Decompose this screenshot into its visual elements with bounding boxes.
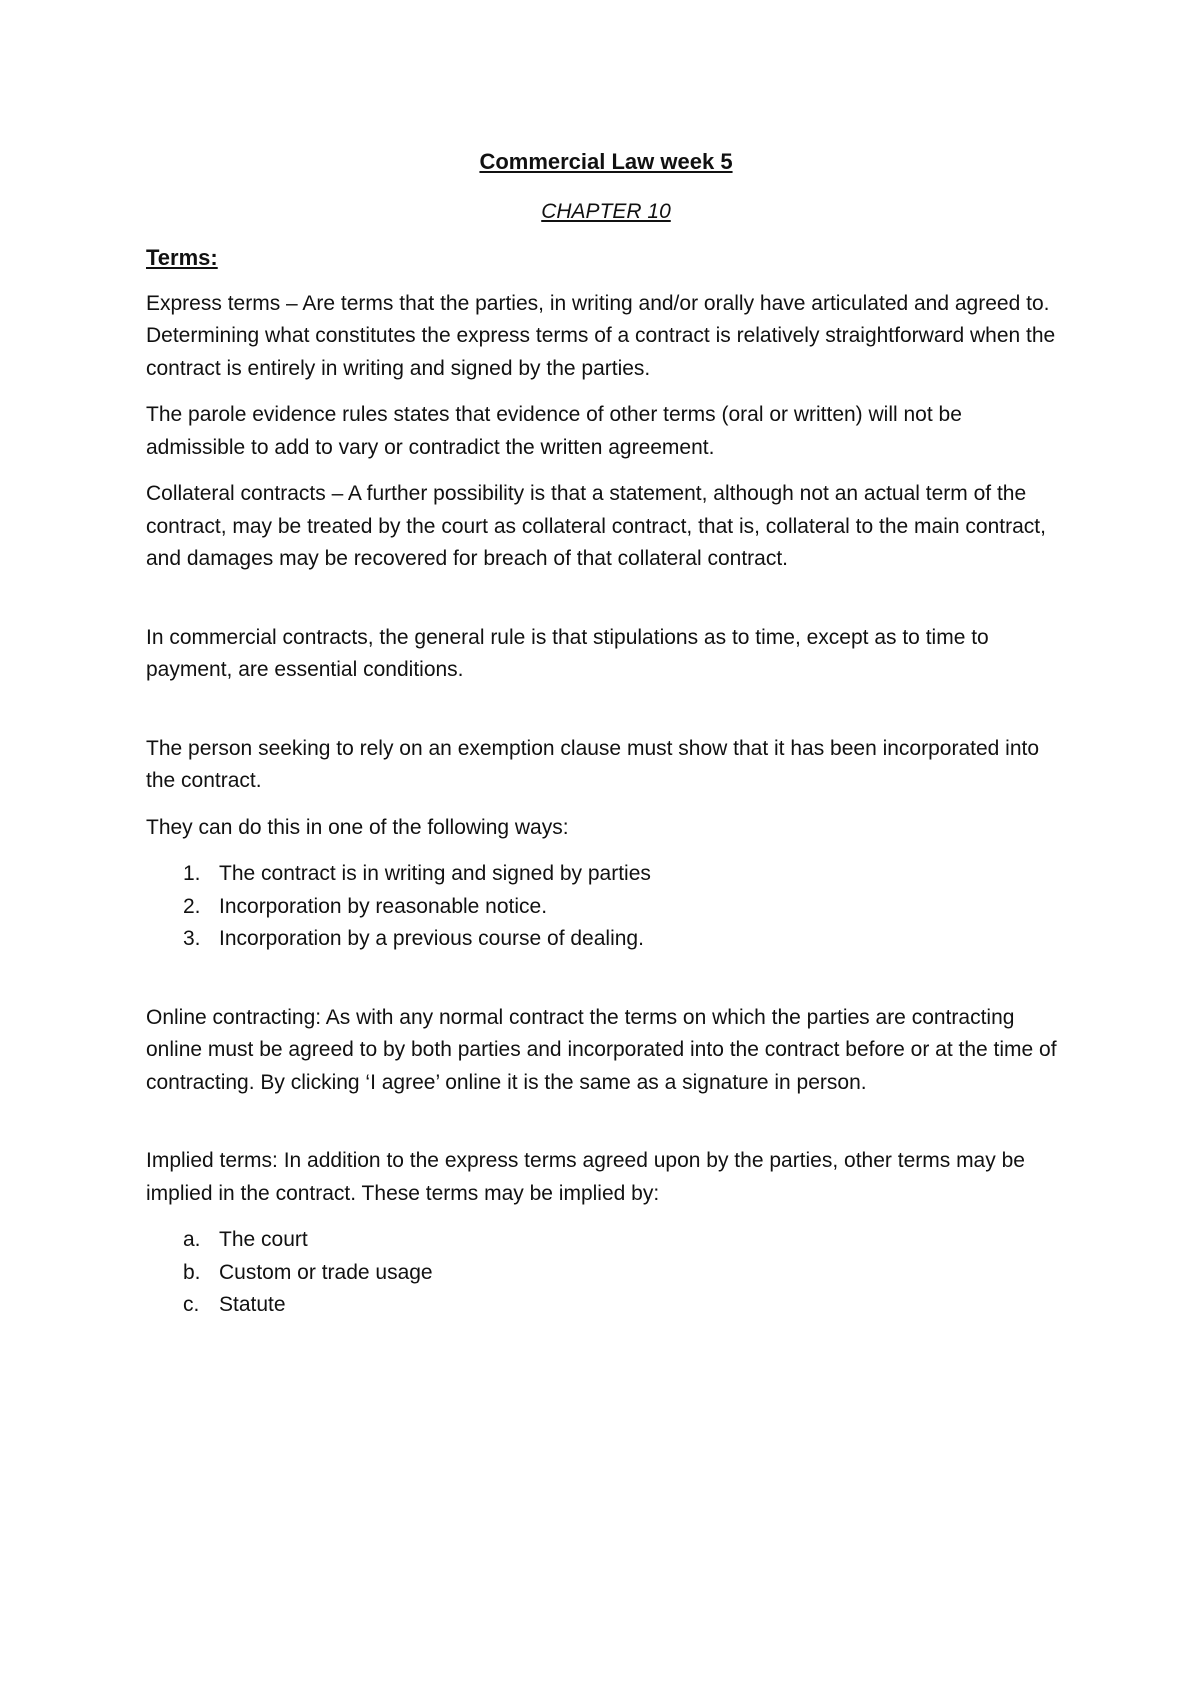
blank-line	[146, 1113, 1066, 1145]
list-marker: c.	[183, 1293, 200, 1316]
list-item	[146, 923, 1066, 956]
document-body	[146, 146, 1066, 1336]
document-title: Commercial Law week 5	[479, 149, 733, 174]
chapter-heading: CHAPTER 10	[541, 199, 671, 223]
paragraph-express-terms: Express terms – Are terms that the parties, in writing and/or orally have articulated and agreed to. Determining what constitutes the express terms of a contract is relatively straightforward when the contract is entirely in writing and signed by the parties.	[146, 291, 1056, 380]
section-heading-terms: Terms:	[146, 245, 218, 270]
list-marker: 1.	[183, 862, 201, 885]
paragraph-online-contracting: Online contracting: As with any normal contract the terms on which the parties are contracting online must be agreed to by both parties and incorporated into the contract before or at the time of contracting. By clicking ‘I agree’ online it is the same as a signature in person.	[146, 1005, 1057, 1094]
blank-line	[146, 970, 1066, 1002]
list-item	[146, 1224, 1066, 1257]
implied-by-list	[146, 1224, 1066, 1322]
list-marker: b.	[183, 1260, 201, 1284]
list-item-text: The contract is in writing and signed by parties	[219, 862, 651, 885]
blank-line	[146, 701, 1066, 733]
list-item	[146, 891, 1066, 924]
paragraph-ways-intro: They can do this in one of the following ways:	[146, 815, 569, 839]
paragraph-parole-evidence: The parole evidence rules states that evidence of other terms (oral or written) will not be admissible to add to vary or contradict the written agreement.	[146, 403, 962, 459]
paragraph-collateral-contracts: Collateral contracts – A further possibility is that a statement, although not an actual term of the contract, may be treated by the court as collateral contract, that is, collateral to the main contract, and damages may be recovered for breach of that collateral contract.	[146, 482, 1046, 570]
paragraph-commercial-time: In commercial contracts, the general rule is that stipulations as to time, except as to time to payment, are essential conditions.	[146, 625, 989, 681]
paragraph-implied-terms: Implied terms: In addition to the express terms agreed upon by the parties, other terms may be implied in the contract. These terms may be implied by:	[146, 1149, 1025, 1205]
list-item-text: Incorporation by reasonable notice.	[219, 894, 548, 918]
blank-line	[146, 590, 1066, 622]
list-marker: a.	[183, 1228, 201, 1251]
list-item	[146, 1289, 1066, 1322]
paragraph-exemption-clause: The person seeking to rely on an exemption clause must show that it has been incorporated into the contract.	[146, 736, 1040, 792]
incorporation-ways-list	[146, 858, 1066, 956]
list-marker: 2.	[183, 894, 201, 918]
list-item-text: Custom or trade usage	[219, 1260, 433, 1284]
list-item-text: The court	[219, 1228, 308, 1251]
list-item	[146, 1257, 1066, 1290]
list-item	[146, 858, 1066, 891]
list-item-text: Incorporation by a previous course of dealing.	[219, 927, 644, 950]
list-item-text: Statute	[219, 1293, 286, 1316]
list-marker: 3.	[183, 927, 201, 950]
